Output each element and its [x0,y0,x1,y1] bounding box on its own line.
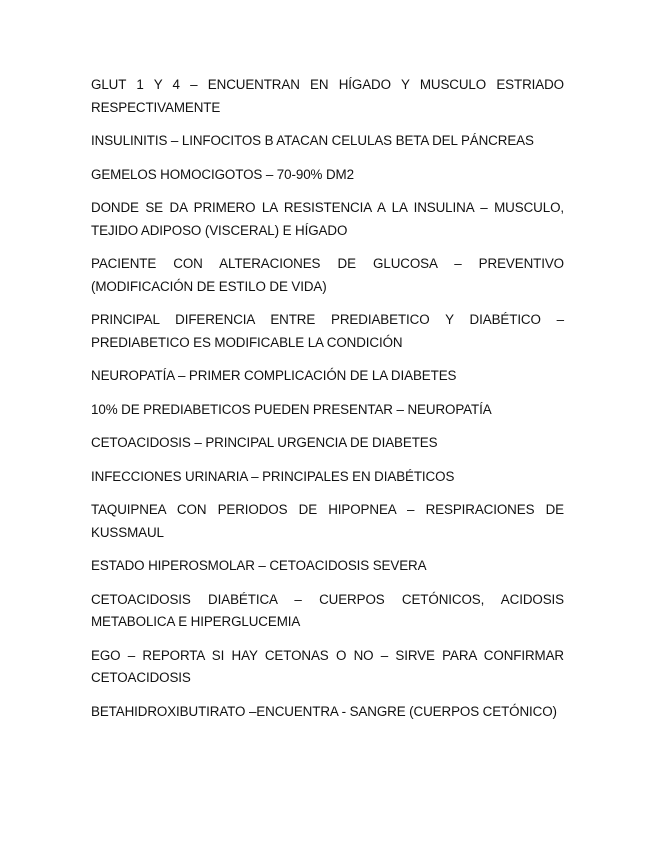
paragraph-cetoacidosis-urgencia: CETOACIDOSIS – PRINCIPAL URGENCIA DE DIABETES [91,435,438,450]
paragraph-alteraciones-glucosa: PACIENTE CON ALTERACIONES DE GLUCOSA – PREVENTIVO (MODIFICACIÓN DE ESTILO DE VIDA) [91,256,564,294]
paragraph-infecciones-urinarias: INFECCIONES URINARIA – PRINCIPALES EN DIABÉTICOS [91,468,455,484]
paragraph-cetoacidosis-diabetica: CETOACIDOSIS DIABÉTICA – CUERPOS CETÓNICOS, ACIDOSIS METABOLICA E HIPERGLUCEMIA [91,591,564,629]
paragraph-betahidroxibutirato: BETAHIDROXIBUTIRATO –ENCUENTRA - SANGRE (CUERPOS CETÓNICO) [91,703,557,719]
paragraph-hiperosmolar: ESTADO HIPEROSMOLAR – CETOACIDOSIS SEVERA [91,558,427,573]
paragraph-gemelos: GEMELOS HOMOCIGOTOS – 70-90% DM2 [91,166,354,182]
paragraph-kussmaul: TAQUIPNEA CON PERIODOS DE HIPOPNEA – RESPIRACIONES DE KUSSMAUL [91,502,564,540]
paragraph-diferencia-prediabetico: PRINCIPAL DIFERENCIA ENTRE PREDIABETICO Y DIABÉTICO – PREDIABETICO ES MODIFICABLE LA CONDICIÓN [91,312,564,350]
paragraph-ego: EGO – REPORTA SI HAY CETONAS O NO – SIRVE PARA CONFIRMAR CETOACIDOSIS [91,647,564,685]
paragraph-glut: GLUT 1 Y 4 – ENCUENTRAN EN HÍGADO Y MUSCULO ESTRIADO RESPECTIVAMENTE [91,77,564,115]
paragraph-resistencia-insulina: DONDE SE DA PRIMERO LA RESISTENCIA A LA INSULINA – MUSCULO, TEJIDO ADIPOSO (VISCERAL) E HÍGADO [91,200,564,238]
paragraph-prediabeticos-neuropatia: 10% DE PREDIABETICOS PUEDEN PRESENTAR – NEUROPATÍA [91,401,492,417]
paragraph-insulinitis: INSULINITIS – LINFOCITOS B ATACAN CELULAS BETA DEL PÁNCREAS [91,133,534,148]
document-page [91,74,564,734]
paragraph-neuropatia: NEUROPATÍA – PRIMER COMPLICACIÓN DE LA DIABETES [91,368,457,383]
